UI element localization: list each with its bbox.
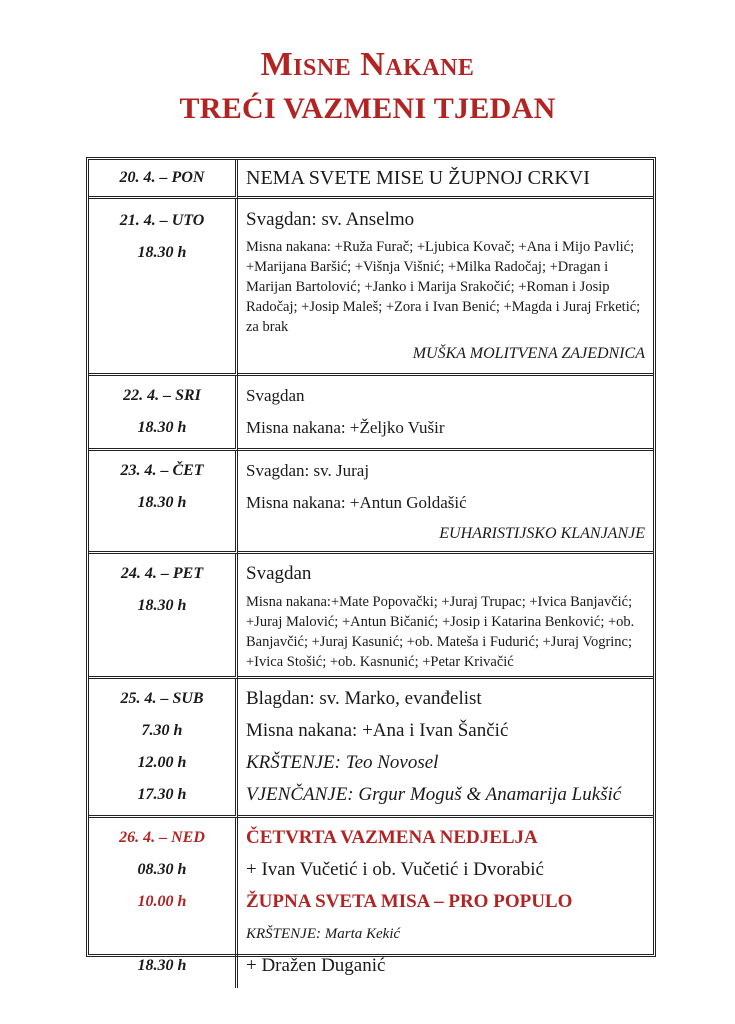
day-row-monday (89, 160, 653, 199)
feast-label: ČETVRTA VAZMENA NEDJELJA (246, 827, 538, 848)
day-row-thursday (89, 451, 653, 554)
mass-time: 18.30 h (137, 597, 187, 614)
event-note: EUHARISTIJSKO KLANJANJE (439, 525, 645, 542)
mass-intention: Misna nakana:+Mate Popovački; +Juraj Trupac; +Ivica Banjavčić; +Juraj Malović; +Antun Bičanić; +Josip i Katarina Benković; +ob. Banjavčić; +Juraj Kasunić; +ob. Mateša i Fudurić; +Juraj Vogrinc; +Ivica Stošić; +ob. Kasnunić; +Petar Krivačić (246, 594, 635, 670)
event-note: MUŠKA MOLITVENA ZAJEDNICA (412, 345, 645, 362)
entry-time: 7.30 h (141, 722, 183, 739)
day-date: 23. 4. – ČET (120, 462, 204, 479)
day-date: 26. 4. – NED (119, 829, 205, 846)
day-date: 24. 4. – PET (120, 565, 204, 582)
feast-label: Svagdan: sv. Anselmo (246, 209, 415, 230)
mass-time: 18.30 h (137, 494, 187, 511)
entry-text: + Ivan Vučetić i ob. Vučetić i Dvorabić (246, 859, 544, 880)
page-title: Misne Nakane (260, 46, 475, 83)
day-date: 20. 4. – PON (119, 169, 205, 186)
entry-time: 18.30 h (137, 957, 187, 974)
entry-text: Misna nakana: +Ana i Ivan Šančić (246, 720, 509, 741)
page-subtitle: TREĆI VAZMENI TJEDAN (179, 92, 556, 125)
entry-time: 08.30 h (137, 861, 187, 878)
schedule-table (86, 157, 656, 976)
day-notice: NEMA SVETE MISE U ŽUPNOJ CRKVI (246, 167, 590, 189)
day-row-sunday (89, 818, 653, 988)
entry-text: ŽUPNA SVETA MISA – PRO POPULO (246, 891, 573, 912)
mass-time: 18.30 h (137, 244, 187, 261)
mass-intention: Misna nakana: +Željko Vušir (246, 418, 445, 437)
feast-label: Svagdan: sv. Juraj (246, 461, 370, 480)
entry-text: KRŠTENJE: Teo Novosel (246, 752, 439, 773)
entry-text: KRŠTENJE: Marta Kekić (246, 926, 401, 942)
feast-label: Svagdan (246, 386, 305, 405)
day-row-saturday (89, 679, 653, 818)
day-row-wednesday (89, 376, 653, 451)
mass-time: 18.30 h (137, 419, 187, 436)
day-date: 22. 4. – SRI (123, 387, 201, 404)
entry-time: 12.00 h (137, 754, 187, 771)
feast-label: Svagdan (246, 563, 312, 584)
mass-intention: Misna nakana: +Ruža Furač; +Ljubica Kovač; +Ana i Mijo Pavlić; +Marijana Baršić; +Višnja Višnić; +Milka Radočaj; +Dragan i Marijan Bartolović; +Janko i Marija Srakočić; +Roman i Josip Radočaj; +Josip Maleš; +Zora i Ivan Benić; +Magda i Juraj Frketić; za brak (246, 239, 641, 335)
entry-time: 17.30 h (137, 786, 187, 803)
feast-label: Blagdan: sv. Marko, evanđelist (246, 688, 482, 709)
day-date: 21. 4. – UTO (119, 212, 205, 229)
entry-time (89, 918, 235, 950)
day-date: 25. 4. – SUB (120, 690, 204, 707)
day-row-tuesday (89, 199, 653, 376)
day-row-friday (89, 554, 653, 679)
entry-text: VJENČANJE: Grgur Moguš & Anamarija Lukšić (246, 784, 622, 805)
entry-text: + Dražen Duganić (246, 955, 386, 976)
mass-intention: Misna nakana: +Antun Goldašić (246, 493, 467, 512)
entry-time: 10.00 h (137, 893, 187, 910)
